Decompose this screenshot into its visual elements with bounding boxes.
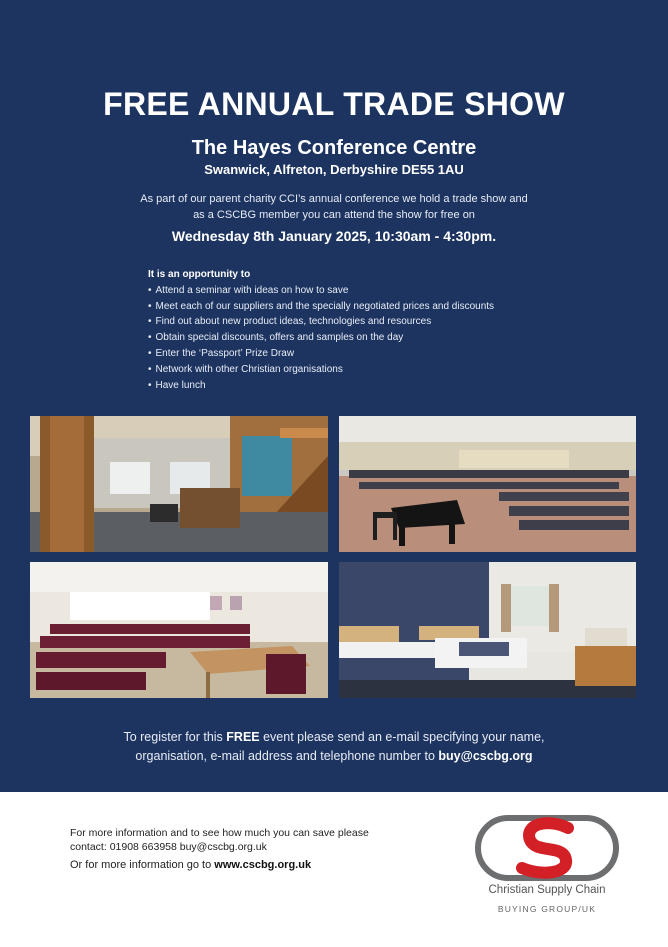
meeting-room-photo	[30, 562, 328, 698]
auditorium-photo	[339, 416, 636, 552]
register-mid: event please send an e-mail specifying your name,	[263, 730, 545, 744]
company-logo	[472, 814, 622, 924]
logo-name: Christian Supply Chain	[488, 884, 606, 896]
venue-name: The Hayes Conference Centre	[191, 137, 477, 159]
register-text	[0, 728, 668, 766]
logo-mark-icon	[472, 814, 622, 884]
list-item: • Meet each of our suppliers and the specially negotiated prices and discounts	[148, 299, 568, 315]
opportunity-section	[148, 267, 568, 393]
list-item: • Obtain special discounts, offers and samples on the day	[148, 330, 568, 346]
list-item: • Enter the ‘Passport’ Prize Draw	[148, 346, 568, 362]
list-item: • Attend a seminar with ideas on how to save	[148, 283, 568, 299]
register-free: FREE	[226, 730, 260, 744]
list-item: • Find out about new product ideas, technologies and resources	[148, 314, 568, 330]
bedroom-photo	[339, 562, 636, 698]
register-email-link[interactable]: buy@cscbg.org	[438, 749, 533, 763]
intro-line-1: As part of our parent charity CCI’s annual conference we hold a trade show and	[140, 193, 528, 205]
footer-contact: contact: 01908 663958 buy@cscbg.org.uk	[70, 841, 267, 853]
footer-web-prefix: Or for more information go to	[70, 859, 212, 871]
footer-web-link[interactable]: www.cscbg.org.uk	[214, 859, 312, 871]
opportunity-heading: It is an opportunity to	[148, 269, 251, 280]
venue-address: Swanwick, Alfreton, Derbyshire DE55 1AU	[204, 162, 464, 177]
register-prefix: To register for this	[123, 730, 223, 744]
register-line-2-text: organisation, e-mail address and telephone number to	[135, 749, 435, 763]
list-item: • Have lunch	[148, 378, 568, 394]
footer-line-1: For more information and to see how much you can save please	[70, 827, 369, 839]
register-line-1	[0, 728, 668, 747]
opportunity-list	[148, 283, 568, 394]
footer-web	[70, 858, 430, 872]
page-title: FREE ANNUAL TRADE SHOW	[103, 86, 565, 122]
register-line-2	[0, 747, 668, 766]
lobby-photo	[30, 416, 328, 552]
footer-info	[70, 826, 430, 872]
logo-subtitle: BUYING GROUP/UK	[497, 904, 597, 914]
intro-line-2: as a CSCBG member you can attend the show for free on	[193, 209, 475, 221]
event-date: Wednesday 8th January 2025, 10:30am - 4:30pm.	[171, 228, 497, 244]
intro-text	[0, 191, 668, 223]
list-item: • Network with other Christian organisations	[148, 362, 568, 378]
